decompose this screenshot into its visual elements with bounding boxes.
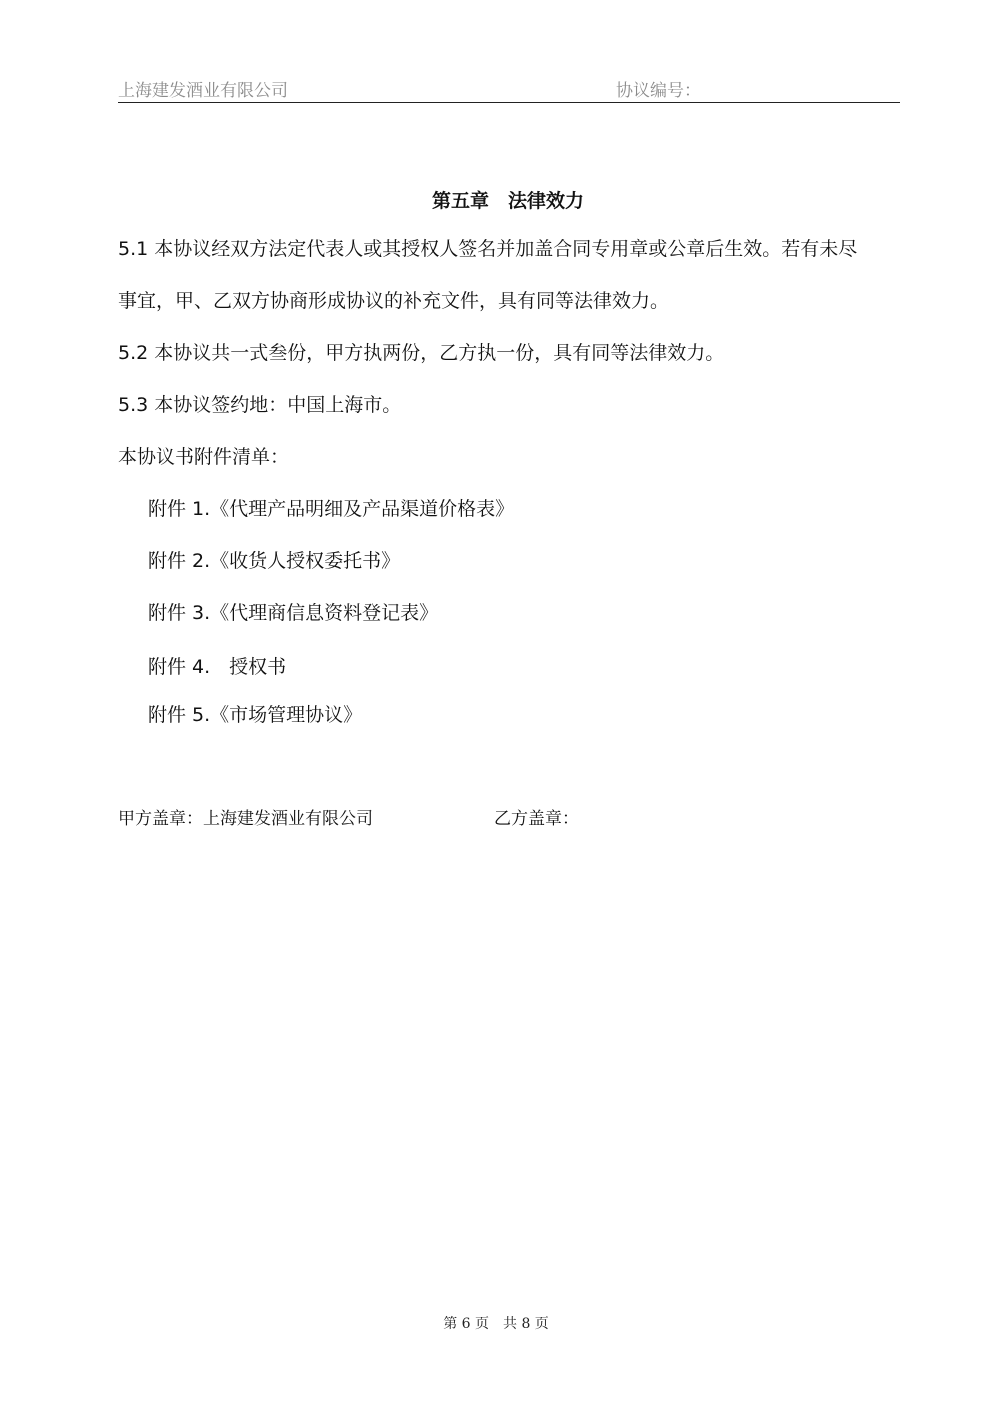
attachment-item-5: 附件 5.《市场管理协议》	[148, 704, 363, 726]
attachments-heading: 本协议书附件清单：	[118, 446, 290, 468]
attachment-item-1: 附件 1.《代理产品明细及产品渠道价格表》	[148, 498, 515, 520]
party-a-seal-line: 甲方盖章：上海建发酒业有限公司	[118, 809, 373, 829]
clause-5-1-line-1: 5.1 本协议经双方法定代表人或其授权人签名并加盖合同专用章或公章后生效。若有未尽	[118, 238, 858, 260]
party-b-seal-line: 乙方盖章：	[494, 809, 579, 829]
header-agreement-number-label: 协议编号：	[616, 81, 701, 101]
page-footer-number: 第 6 页 共 8 页	[443, 1316, 549, 1332]
page-header	[118, 76, 900, 103]
clause-5-3: 5.3 本协议签约地：中国上海市。	[118, 394, 402, 416]
clause-5-1-line-2: 事宜，甲、乙双方协商形成协议的补充文件，具有同等法律效力。	[118, 290, 670, 312]
chapter-title: 第五章 法律效力	[431, 190, 584, 212]
header-company-name: 上海建发酒业有限公司	[118, 81, 288, 101]
attachment-item-2: 附件 2.《收货人授权委托书》	[148, 550, 401, 572]
attachment-item-3: 附件 3.《代理商信息资料登记表》	[148, 602, 439, 624]
attachment-item-4: 附件 4. 授权书	[148, 656, 287, 678]
clause-5-2: 5.2 本协议共一式叁份，甲方执两份，乙方执一份，具有同等法律效力。	[118, 342, 725, 364]
